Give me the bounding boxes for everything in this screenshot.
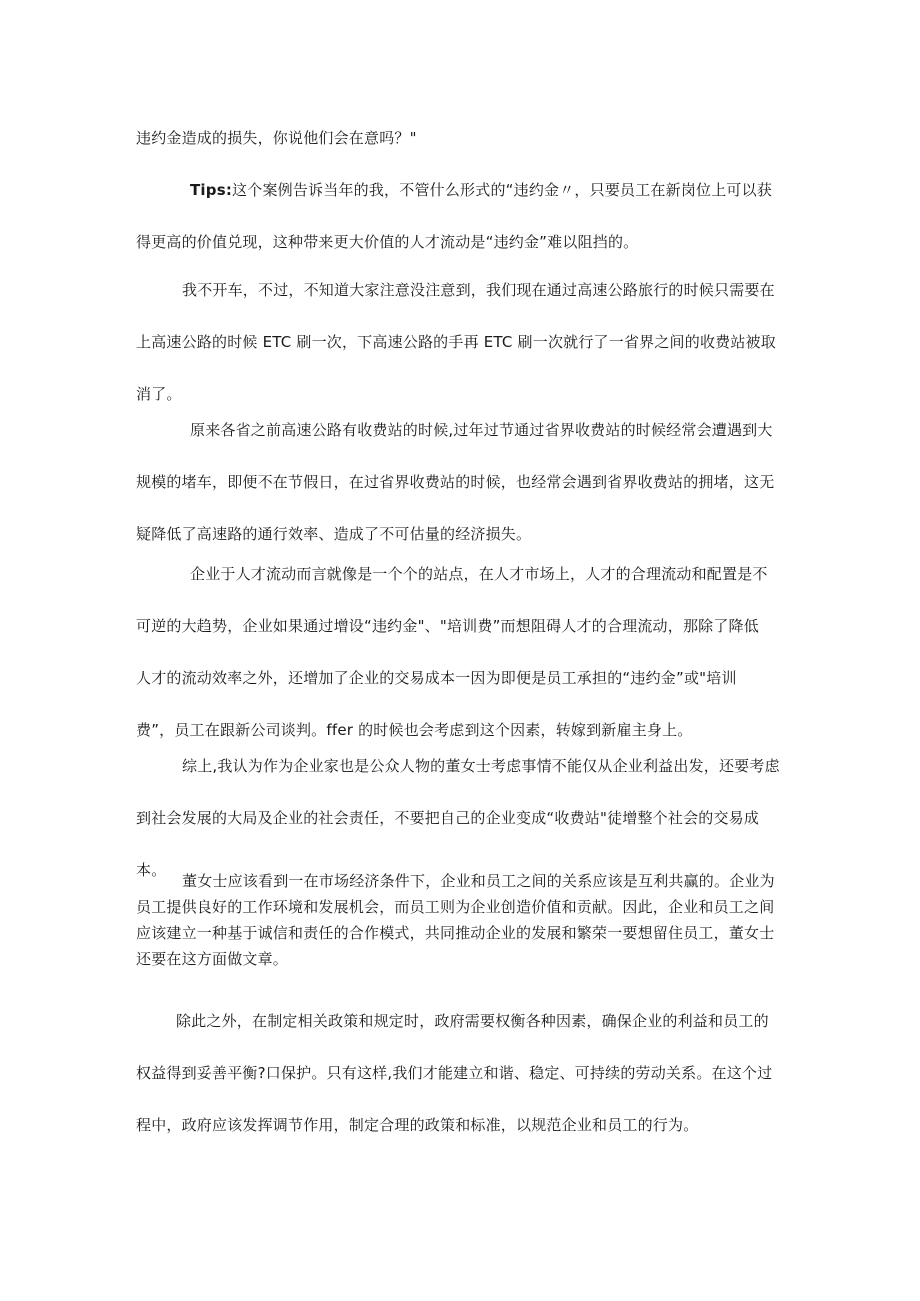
paragraph-line: 董女士应该看到一在市场经济条件下，企业和员工之间的关系应该是互利共赢的。企业为 <box>182 872 775 890</box>
paragraph-line: 综上,我认为作为企业家也是公众人物的董女士考虑事情不能仅从企业利益出发，还要考虑 <box>182 757 780 775</box>
paragraph-line: 除此之外，在制定相关政策和规定时，政府需要权衡各种因素，确保企业的利益和员工的 <box>176 1012 769 1030</box>
paragraph-government-policy <box>136 995 788 1151</box>
paragraph-line: 企业于人才流动而言就像是一个个的站点，在人才市场上，人才的合理流动和配置是不 <box>190 565 768 583</box>
paragraph-line: 程中，政府应该发挥调节作用，制定合理的政策和标准，以规范企业和员工的行为。 <box>136 1116 699 1134</box>
paragraph-line: 得更高的价值兑现，这种带来更大价值的人才流动是“违约金”难以阻挡的。 <box>136 233 639 251</box>
paragraph-line: 员工提供良好的工作环境和发展机会，而员工则为企业创造价值和贡献。因此，企业和员工之间 <box>136 898 775 916</box>
paragraph-line: 违约金造成的损失，你说他们会在意吗？" <box>136 129 417 147</box>
paragraph-line: 人才的流动效率之外，还增加了企业的交易成本一因为即便是员工承担的“违约金”或"培训 <box>136 669 737 687</box>
paragraph-talent-flow <box>136 548 788 756</box>
tips-label: Tips: <box>190 181 233 199</box>
paragraph-penalty-loss <box>136 112 788 164</box>
paragraph-line: 费”，员工在跟新公司谈判。ffer 的时候也会考虑到这个因素，转嫁到新雇主身上。 <box>136 721 693 739</box>
paragraph-line: 上高速公路的时候 ETC 刷一次，下高速公路的手再 ETC 刷一次就行了一省界之间的收费站被取 <box>136 333 776 351</box>
paragraph-line: 我不开车，不过，不知道大家注意没注意到，我们现在通过高速公路旅行的时候只需要在 <box>182 281 775 299</box>
paragraph-line: 权益得到妥善平衡?口保护。只有这样,我们才能建立和谐、稳定、可持续的劳动关系。在这个过 <box>136 1064 773 1082</box>
paragraph-line: 疑降低了高速路的通行效率、造成了不可估量的经济损失。 <box>136 525 532 543</box>
paragraph-line: 规模的堵车，即便不在节假日，在过省界收费站的时候，也经常会遇到省界收费站的拥堵，这无 <box>136 473 775 491</box>
paragraph-line: 原来各省之前高速公路有收费站的时候,过年过节通过省界收费站的时候经常会遭遇到大 <box>190 421 773 439</box>
paragraph-toll-congestion <box>136 404 788 560</box>
paragraph-line: 可逆的大趋势，企业如果通过增设“违约金"、"培训费”而想阻碍人才的合理流动，那除了降低 <box>136 617 759 635</box>
paragraph-line: 本。 <box>136 861 167 879</box>
paragraph-line <box>136 164 788 216</box>
paragraph-line: 应该建立一种基于诚信和责任的合作模式，共同推动企业的发展和繁荣一要想留住员工，董女士 <box>136 924 775 942</box>
paragraph-tips <box>136 164 788 268</box>
paragraph-mutual-benefit <box>136 868 788 972</box>
paragraph-line: 还要在这方面做文章。 <box>136 950 289 968</box>
paragraph-line: 到社会发展的大局及企业的社会责任，不要把自己的企业变成“收费站"徒增整个社会的交易成 <box>136 809 760 827</box>
paragraph-etc-toll <box>136 264 788 420</box>
paragraph-line: 消了。 <box>136 385 182 403</box>
tips-text: 这个案例告诉当年的我，不管什么形式的“违约金〃，只要员工在新岗位上可以获 <box>232 181 773 199</box>
